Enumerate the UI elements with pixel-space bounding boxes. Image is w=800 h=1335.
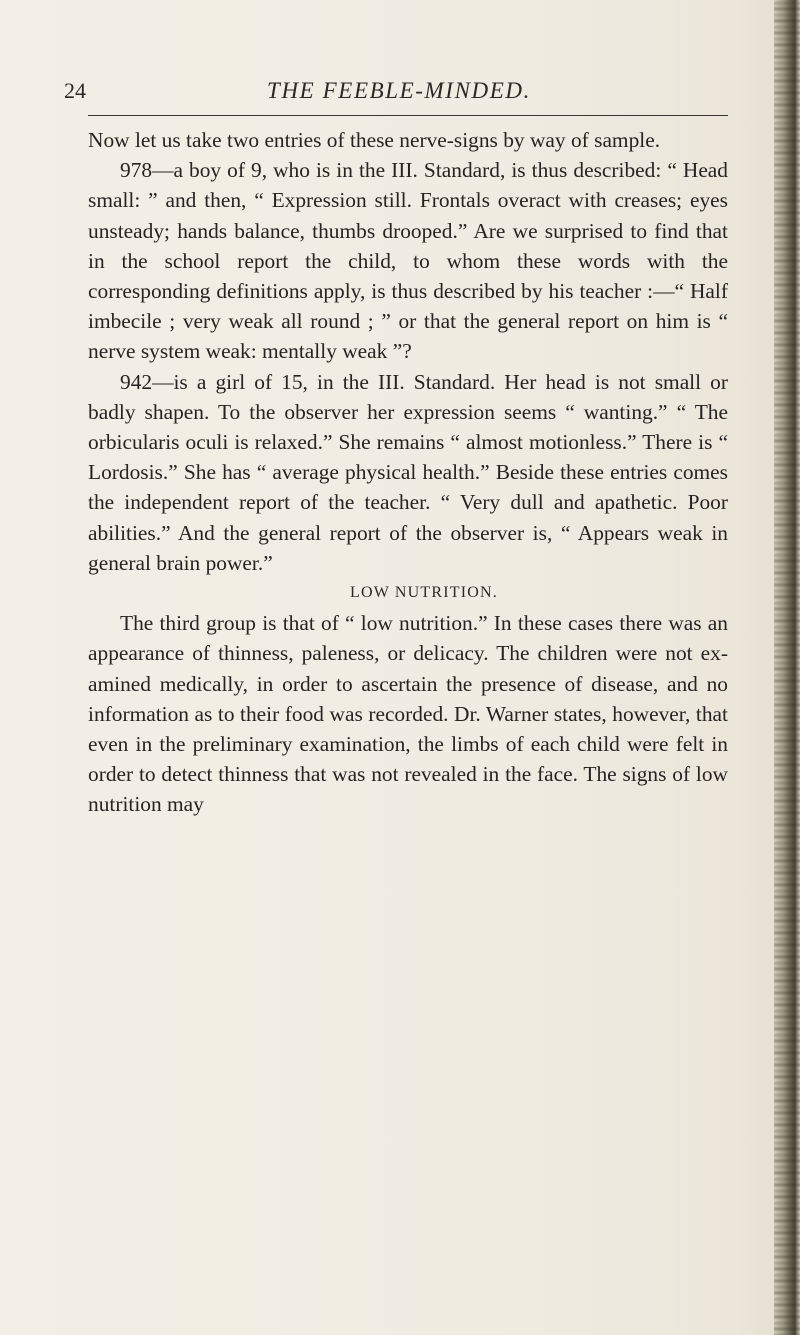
section-heading: LOW NUTRITION. xyxy=(349,584,499,602)
paragraph: Now let us take two entries of these nerve-signs by way of sample. xyxy=(88,128,661,152)
header-rule xyxy=(88,115,728,116)
page-header xyxy=(64,78,734,108)
body-text xyxy=(88,125,728,820)
paragraph: 978—a boy of 9, who is in the III. Standard, is thus described: “ Head small: ” and then, “ Expression still. Frontals overact with creases; eyes unsteady; hands balance, thumbs drooped.” Are we surprised to find that in the school report the child, to whom these words with the corresponding definitions apply, is thus described by his teacher :—“ Half imbecile ; very weak all round ; ” or that the general report on him is “ nerve system weak: mentally weak ”? xyxy=(88,158,728,364)
running-head: THE FEEBLE-MINDED. xyxy=(267,78,531,103)
paragraph: 942—is a girl of 15, in the III. Standard. Her head is not small or badly shapen. To the observer her expression seems “ wanting.” “ The orbicularis oculi is relaxed.” She remains “ almost motionless.” There is “ Lordosis.” She has “ average physical health.” Beside these entries comes the independent report of the teacher. “ Very dull and apathetic. Poor abilities.” And the general report of the observer is, “ Appears weak in general brain power.” xyxy=(88,369,728,575)
page-number: 24 xyxy=(64,78,86,103)
page-edge-binding xyxy=(774,0,800,1335)
paragraph: The third group is that of “ low nutrition.” In these cases there was an appearance of thinness, paleness, or delicacy. The children were not examined medically, in order to ascertain the presence of disease, and no information as to their food was recorded. Dr. Warner states, however, that even in the preliminary examination, the limbs of each child were felt in order to detect thinness that was not revealed in the face. The signs of low nutrition may xyxy=(88,611,728,817)
